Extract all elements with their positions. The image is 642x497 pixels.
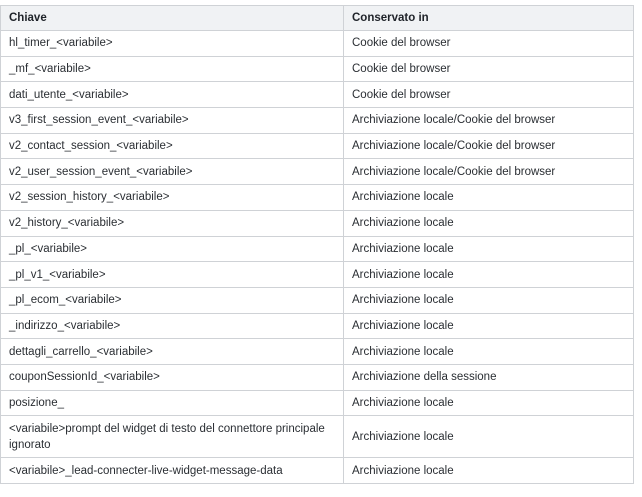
column-header-stored-in: Conservato in bbox=[344, 6, 634, 31]
key-cell: <variabile>_lead-connecter-live-widget-message-data bbox=[1, 458, 344, 484]
key-cell: dettagli_carrello_<variabile> bbox=[1, 339, 344, 365]
column-header-key: Chiave bbox=[1, 6, 344, 31]
stored-in-cell: Archiviazione della sessione bbox=[344, 364, 634, 390]
key-cell: _pl_ecom_<variabile> bbox=[1, 287, 344, 313]
table-row bbox=[1, 236, 634, 262]
table-row bbox=[1, 458, 634, 484]
key-cell: v2_session_history_<variabile> bbox=[1, 185, 344, 211]
table-row bbox=[1, 416, 634, 458]
table-row bbox=[1, 82, 634, 108]
stored-in-cell: Archiviazione locale/Cookie del browser bbox=[344, 133, 634, 159]
table-row bbox=[1, 313, 634, 339]
key-cell: v2_contact_session_<variabile> bbox=[1, 133, 344, 159]
table-row bbox=[1, 56, 634, 82]
key-cell: hl_timer_<variabile> bbox=[1, 31, 344, 57]
stored-in-cell: Archiviazione locale bbox=[344, 313, 634, 339]
stored-in-cell: Archiviazione locale bbox=[344, 236, 634, 262]
stored-in-cell: Archiviazione locale bbox=[344, 390, 634, 416]
key-cell: _indirizzo_<variabile> bbox=[1, 313, 344, 339]
key-cell: _pl_v1_<variabile> bbox=[1, 262, 344, 288]
stored-in-cell: Archiviazione locale bbox=[344, 287, 634, 313]
table-row bbox=[1, 210, 634, 236]
table-row bbox=[1, 108, 634, 134]
stored-in-cell: Archiviazione locale bbox=[344, 416, 634, 458]
storage-keys-table-container bbox=[0, 5, 634, 484]
stored-in-cell: Archiviazione locale/Cookie del browser bbox=[344, 159, 634, 185]
table-row bbox=[1, 262, 634, 288]
stored-in-cell: Cookie del browser bbox=[344, 56, 634, 82]
table-row bbox=[1, 185, 634, 211]
key-cell: posizione_ bbox=[1, 390, 344, 416]
stored-in-cell: Cookie del browser bbox=[344, 31, 634, 57]
stored-in-cell: Cookie del browser bbox=[344, 82, 634, 108]
storage-keys-table bbox=[0, 5, 634, 484]
table-header-row bbox=[1, 6, 634, 31]
key-cell: _pl_<variabile> bbox=[1, 236, 344, 262]
stored-in-cell: Archiviazione locale bbox=[344, 262, 634, 288]
stored-in-cell: Archiviazione locale bbox=[344, 210, 634, 236]
stored-in-cell: Archiviazione locale bbox=[344, 458, 634, 484]
table-row bbox=[1, 390, 634, 416]
stored-in-cell: Archiviazione locale bbox=[344, 185, 634, 211]
key-cell: v2_user_session_event_<variabile> bbox=[1, 159, 344, 185]
key-cell: v2_history_<variabile> bbox=[1, 210, 344, 236]
stored-in-cell: Archiviazione locale/Cookie del browser bbox=[344, 108, 634, 134]
key-cell: <variabile>prompt del widget di testo del connettore principale ignorato bbox=[1, 416, 344, 458]
table-row bbox=[1, 159, 634, 185]
table-row bbox=[1, 31, 634, 57]
table-row bbox=[1, 133, 634, 159]
key-cell: dati_utente_<variabile> bbox=[1, 82, 344, 108]
table-row bbox=[1, 364, 634, 390]
stored-in-cell: Archiviazione locale bbox=[344, 339, 634, 365]
key-cell: v3_first_session_event_<variabile> bbox=[1, 108, 344, 134]
key-cell: couponSessionId_<variabile> bbox=[1, 364, 344, 390]
table-row bbox=[1, 339, 634, 365]
table-row bbox=[1, 287, 634, 313]
key-cell: _mf_<variabile> bbox=[1, 56, 344, 82]
